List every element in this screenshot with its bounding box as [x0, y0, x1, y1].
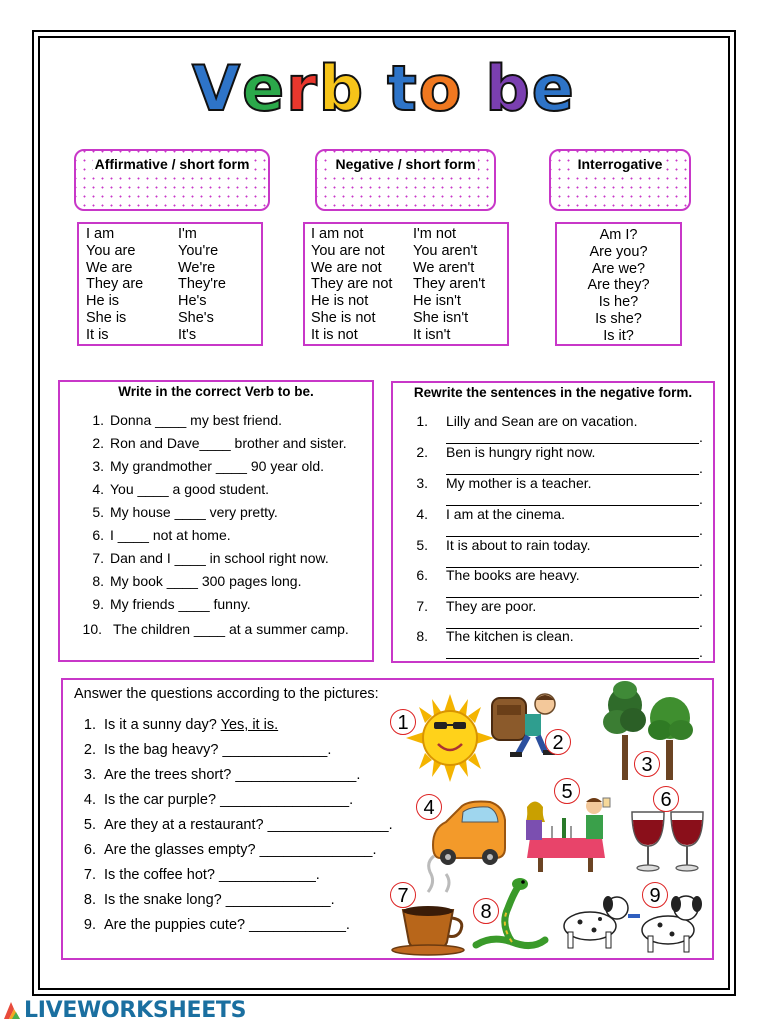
- item-text: Ben is hungry right now.: [446, 444, 596, 460]
- answer-line-end: .: [699, 553, 703, 569]
- conjugation-cell: We're: [178, 259, 216, 276]
- answer-blank[interactable]: ____________.: [249, 917, 350, 933]
- conjugation-cell: Is it?: [603, 327, 634, 344]
- conjugation-cell: She is: [86, 309, 127, 326]
- conjugation-cell: Is he?: [598, 294, 639, 311]
- conjugation-cell: She's: [178, 309, 214, 326]
- answer-line-end: .: [699, 491, 703, 507]
- item-text: It is about to rain today.: [446, 537, 591, 553]
- item-number: 6.: [83, 842, 96, 858]
- item-number: 6.: [92, 527, 104, 543]
- question-text: Is the bag heavy?: [104, 742, 219, 758]
- conjugation-cell: Are we?: [591, 260, 646, 277]
- question-text: Are the glasses empty?: [104, 842, 256, 858]
- answer-blank[interactable]: _______________.: [267, 817, 393, 833]
- answer-blank[interactable]: _______________.: [235, 767, 361, 783]
- title-letter: r: [286, 52, 319, 125]
- car-picture: [433, 802, 505, 866]
- answer-blank[interactable]: Yes, it is.: [220, 717, 279, 733]
- item-number: 9.: [92, 596, 104, 612]
- item-text: Ron and Dave____ brother and sister.: [110, 435, 347, 451]
- item-number: 3.: [92, 458, 104, 474]
- item-number: 7.: [92, 550, 104, 566]
- answer-line-end: .: [699, 644, 703, 660]
- conjugation-cell: It is: [86, 326, 109, 343]
- conjugation-cell: We are not: [311, 259, 382, 276]
- interrogative-header: Interrogative: [549, 149, 691, 211]
- item-text: Donna ____ my best friend.: [110, 412, 282, 428]
- item-text: My grandmother ____ 90 year old.: [110, 458, 325, 474]
- exercise1-title: Write in the correct Verb to be.: [118, 384, 314, 399]
- affirmative-header: Affirmative / short form: [74, 149, 270, 211]
- title-letter: V: [192, 52, 243, 125]
- item-number: 2.: [416, 444, 428, 460]
- conjugation-cell: Are you?: [589, 243, 648, 260]
- item-number: 8.: [92, 573, 104, 589]
- picture-number-8: 8: [473, 898, 499, 924]
- conjugation-cell: Am I?: [599, 227, 638, 243]
- item-number: 7.: [83, 867, 96, 883]
- answer-blank[interactable]: ______________.: [259, 842, 377, 858]
- title-letter: t: [387, 52, 419, 125]
- answer-blank[interactable]: ____________.: [219, 867, 320, 883]
- exercise2-title: Rewrite the sentences in the negative form.: [413, 385, 693, 400]
- item-number: 5.: [416, 537, 428, 553]
- item-text: My book ____ 300 pages long.: [110, 573, 302, 589]
- answer-blank[interactable]: ________________.: [220, 792, 354, 808]
- item-number: 6.: [416, 567, 428, 583]
- answer-blank[interactable]: _____________.: [222, 742, 332, 758]
- title-letter: e: [242, 52, 287, 125]
- item-number: 1.: [416, 413, 428, 429]
- title-letter: b: [485, 52, 532, 125]
- conjugation-cell: You are not: [311, 242, 385, 259]
- sun-picture: [406, 694, 494, 782]
- conjugation-cell: I am: [86, 226, 115, 242]
- item-number: 5.: [92, 504, 104, 520]
- picture-number-7: 7: [390, 882, 416, 908]
- item-text: The books are heavy.: [446, 567, 580, 583]
- item-text: You ____ a good student.: [110, 481, 270, 497]
- item-number: 3.: [83, 767, 96, 783]
- title-letter: e: [531, 52, 576, 125]
- conjugation-cell: I'm not: [413, 226, 457, 242]
- picture-number-6: 6: [653, 786, 679, 812]
- exercise3-title: Answer the questions according to the pictures:: [74, 686, 379, 702]
- item-text: My friends ____ funny.: [110, 596, 251, 612]
- conjugation-cell: It isn't: [413, 326, 451, 343]
- picture-number-5: 5: [554, 778, 580, 804]
- item-number: 4.: [83, 792, 96, 808]
- item-text: They are poor.: [446, 598, 537, 614]
- title-letter: b: [318, 52, 366, 125]
- answer-blank[interactable]: _____________.: [225, 892, 335, 908]
- conjugation-cell: She is not: [311, 309, 376, 326]
- conjugation-cell: They're: [178, 276, 226, 293]
- item-number: 8.: [83, 892, 96, 908]
- restaurant-picture: [526, 798, 610, 872]
- wine-glasses-picture: [632, 812, 703, 871]
- conjugation-cell: They are not: [311, 276, 393, 293]
- item-text: My house ____ very pretty.: [110, 504, 278, 520]
- question-text: Is it a sunny day?: [104, 717, 217, 733]
- conjugation-cell: You're: [178, 242, 219, 259]
- question-text: Are the trees short?: [104, 767, 232, 783]
- conjugation-cell: You aren't: [413, 242, 478, 259]
- picture-number-4: 4: [416, 794, 442, 820]
- conjugation-cell: I am not: [311, 226, 364, 242]
- picture-number-9: 9: [642, 882, 668, 908]
- item-number: 10.: [82, 621, 102, 637]
- logo-text: LIVEWORKSHEETS: [24, 997, 247, 1023]
- conjugation-cell: Is she?: [595, 310, 642, 327]
- title-letter: o: [418, 52, 464, 125]
- item-number: 8.: [416, 628, 428, 644]
- item-number: 4.: [416, 506, 428, 522]
- item-text: The kitchen is clean.: [446, 628, 574, 644]
- item-text: I ____ not at home.: [110, 527, 231, 543]
- liveworksheets-logo[interactable]: [2, 996, 246, 1024]
- item-number: 2.: [83, 742, 96, 758]
- conjugation-cell: He isn't: [413, 293, 461, 310]
- item-number: 5.: [83, 817, 96, 833]
- picture-number-2: 2: [545, 729, 571, 755]
- item-number: 9.: [83, 917, 96, 933]
- item-number: 1.: [92, 412, 104, 428]
- conjugation-cell: He is: [86, 293, 120, 310]
- answer-line-end: .: [699, 583, 703, 599]
- item-text: My mother is a teacher.: [446, 475, 592, 491]
- conjugation-cell: He is not: [311, 293, 369, 310]
- answer-line-end: .: [699, 429, 703, 445]
- question-text: Is the car purple?: [104, 792, 217, 808]
- negative-header: Negative / short form: [315, 149, 496, 211]
- question-text: Are they at a restaurant?: [104, 817, 264, 833]
- item-text: I am at the cinema.: [446, 506, 566, 522]
- puppies-picture: [564, 896, 702, 952]
- item-number: 1.: [83, 717, 96, 733]
- item-text: Lilly and Sean are on vacation.: [446, 413, 638, 429]
- item-number: 7.: [416, 598, 428, 614]
- item-text: Dan and I ____ in school right now.: [110, 550, 329, 566]
- conjugation-cell: They are: [86, 276, 144, 293]
- conjugation-cell: It is not: [311, 326, 358, 343]
- answer-line-end: .: [699, 460, 703, 476]
- conjugation-cell: We are: [86, 259, 133, 276]
- conjugation-cell: Are they?: [587, 277, 650, 294]
- item-number: 3.: [416, 475, 428, 491]
- question-text: Is the coffee hot?: [104, 867, 215, 883]
- item-text: The children ____ at a summer camp.: [113, 621, 349, 637]
- answer-line-end: .: [699, 614, 703, 630]
- item-number: 4.: [92, 481, 104, 497]
- conjugation-cell: I'm: [178, 226, 197, 242]
- picture-number-1: 1: [390, 709, 416, 735]
- conjugation-cell: She isn't: [413, 309, 469, 326]
- picture-number-3: 3: [634, 751, 660, 777]
- answer-line-end: .: [699, 522, 703, 538]
- question-text: Are the puppies cute?: [104, 917, 246, 933]
- conjugation-cell: It's: [178, 326, 197, 343]
- conjugation-cell: You are: [86, 242, 136, 259]
- item-number: 2.: [92, 435, 104, 451]
- conjugation-cell: He's: [178, 293, 207, 310]
- question-text: Is the snake long?: [104, 892, 222, 908]
- conjugation-cell: We aren't: [413, 259, 475, 276]
- conjugation-cell: They aren't: [413, 276, 486, 293]
- logo-icon: [2, 999, 22, 1021]
